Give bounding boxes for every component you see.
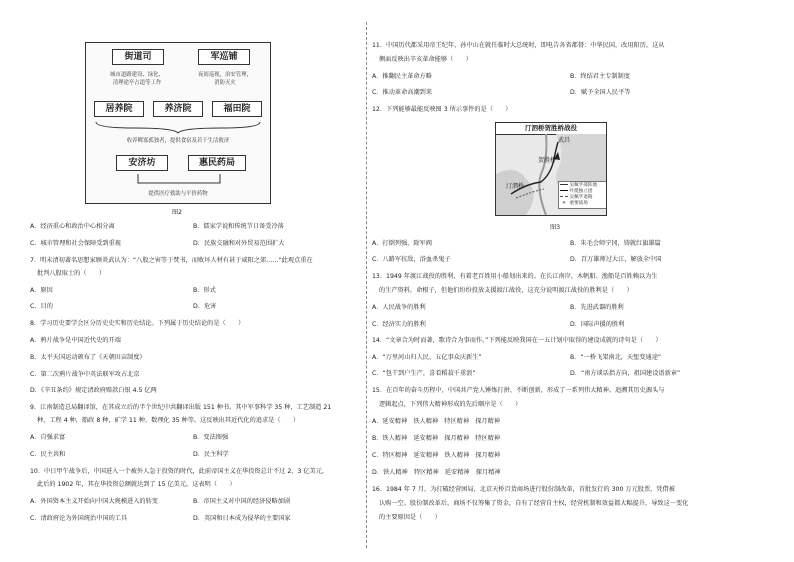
box-yangjiyuan: 养济院 [153, 101, 203, 117]
q7-option-d[interactable]: D．危害 [193, 303, 217, 310]
q7-option-b[interactable]: B．形式 [193, 287, 216, 294]
map-label-wuchang: 武昌 [558, 137, 571, 144]
brace-connector [94, 120, 262, 134]
figure-2-diagram [85, 42, 271, 204]
q12-option-c[interactable]: C．八路军抗敌，浴血杀鬼子 [372, 256, 451, 263]
q13-option-b[interactable]: B．先进武器的胜利 [570, 304, 624, 311]
q15-option-d[interactable]: D．铁人精神 特区精神 延安精神 探月精神 [372, 469, 501, 476]
q7-option-c[interactable]: C．目的 [30, 303, 53, 310]
q6-option-b[interactable]: B．儒家学说和传统节日备受冷落 [193, 223, 284, 230]
q10-option-d[interactable]: D．英国和日本成为侵华的主要国家 [193, 515, 291, 522]
q15-option-c[interactable]: C．特区精神 延安精神 铁人精神 探月精神 [372, 452, 501, 459]
q15-stem-line1: 15．在百年的奋斗历程中，中国共产党人锤炼打拼、不断创新，形成了一系列伟大精神。追溯其历史源头与 [372, 387, 665, 394]
q13-option-d[interactable]: D．国际声援的胜利 [570, 321, 625, 328]
q10-option-c[interactable]: C．清政府沦为外国统治中国的工具 [30, 515, 128, 522]
map-label-tingsiqiao: 汀泗桥 [506, 183, 525, 190]
q7-option-a[interactable]: A．原因 [30, 287, 53, 294]
legend-item-1: 吴佩孚部阵地 [560, 183, 606, 189]
q14-option-a[interactable]: A．“万里河山归人民，五亿事众庆新生” [372, 354, 482, 361]
map-title: 汀泗桥贺胜桥战役 [496, 123, 606, 135]
q15-option-a[interactable]: A．延安精神 铁人精神 特区精神 探月精神 [372, 418, 500, 425]
legend-item-3: 吴佩孚退路 [560, 195, 606, 201]
box-juyangyuan: 居养院 [94, 101, 144, 117]
q8-option-b[interactable]: B．太平天国运动颁布了《天朝田亩制度》 [30, 354, 146, 361]
q6-option-c[interactable]: C．城市管理和社会保障受到重视 [30, 240, 121, 247]
figure-2-caption: 图2 [172, 209, 183, 216]
q8-option-c[interactable]: C．第二次鸦片战争中英法联军攻占北京 [30, 371, 140, 378]
box-jiedaosi: 街道司 [112, 49, 164, 65]
legend-item-2: 叶挺独立团 [560, 189, 606, 195]
q14-stem: 14．“文章合为时而著，歌诗合为事而作。”下列能反映我国在一五计划中取得的建设成就的诗句是（ ） [372, 337, 662, 344]
q8-option-d[interactable]: D．《辛丑条约》规定清政府赔款白银 4.5 亿两 [30, 387, 157, 394]
map-legend [558, 181, 607, 209]
q16-stem-line2: 认购一空。股份制改革后，商场不仅筹集了资金，自有了经营自主权，经营机制和效益都大幅提升，导致这一变化 [379, 500, 689, 507]
q9-stem-line2: 种，工程 4 种，船政 8 种，矿学 11 种，数理化 35 种等。这反映出其近代化的追求是（ ） [37, 417, 300, 424]
q11-stem-line1: 11．中国历代都采用帝王纪年，孙中山在就任临时大总统时，即电告各省都督：中华民国，改用阳历。这从 [372, 42, 665, 49]
q11-stem-line2: 侧面反映出辛亥革命能够（ ） [379, 56, 472, 63]
q11-option-a[interactable]: A．推翻民主革命方略 [372, 73, 432, 80]
note-relief: 收养鳏寡孤独者，提供食宿及若干生活救济 [126, 138, 230, 144]
legend-item-4: ✕ 重要战场 [562, 201, 588, 206]
q9-option-c[interactable]: C．民主共和 [30, 451, 66, 458]
q15-option-b[interactable]: B．铁人精神 延安精神 探月精神 特区精神 [372, 435, 500, 442]
q15-stem-line2: 逻辑起点，下列伟大精神形成的先后顺序是（ ） [379, 401, 522, 408]
box-huiminyaoju: 惠民药局 [188, 155, 246, 171]
figure-3-caption: 图3 [550, 224, 561, 231]
q14-option-d[interactable]: D．“南方谈话指方向，祖国建设谱新章” [570, 370, 681, 377]
column-divider [366, 22, 367, 548]
bottom-connector [136, 173, 222, 187]
q16-stem-line1: 16．1984 年 7 月，为打破经营困局，北京天桥百货商场进行股份制改革，首批发行的 300 万元股票，凭借被 [372, 486, 675, 493]
box-anjifang: 安济坊 [116, 155, 168, 171]
q12-stem: 12．下列能够最能反映图 3 所示事件的是（ ） [372, 106, 512, 113]
q13-option-c[interactable]: C．经济实力的胜利 [372, 321, 426, 328]
q12-option-a[interactable]: A．打倒列强，除军阀 [372, 240, 432, 247]
q11-option-c[interactable]: C．推动革命高潮到来 [372, 89, 433, 96]
q10-stem-line1: 10．中日甲午战争后，中国进入一个被外人急于投资的时代，此前帝国主义在华投资总计不过 2、3 亿美元， [30, 468, 329, 475]
figure-3-battle-map [495, 122, 607, 216]
q8-stem: 8．学习历史要学会区分历史史实和历史结论。下列属于历史结论的是（ ） [30, 320, 245, 327]
q8-option-a[interactable]: A．鸦片战争是中国近代史的开端 [30, 337, 121, 344]
box-junxunpu: 军巡铺 [198, 49, 250, 65]
note-jiedaosi: 城市道路建设、绿化、 清理途亭占道等工作 [110, 72, 164, 86]
q6-option-a[interactable]: A．经济重心和政治中心相分离 [30, 223, 115, 230]
note-medical: 提供医疗救助与平价药物 [148, 191, 208, 197]
q9-option-b[interactable]: B．变法图强 [193, 434, 229, 441]
q14-option-c[interactable]: C．“包干到户生产，喜看稻菽千重浪” [372, 370, 476, 377]
q9-stem-line1: 9．江南制造总局翻译馆，在其成立后的半个世纪中共翻译出版 151 种书，其中军事科学 35 种，工艺制造 21 [30, 404, 332, 411]
q13-option-a[interactable]: A．人民战争的胜利 [372, 304, 426, 311]
q16-stem-line3: 的主要原因是（ ） [379, 514, 441, 521]
q14-option-b[interactable]: B．“一桥飞架南北，天堑变通途” [570, 354, 662, 361]
q12-option-b[interactable]: B．朱毛会师宁冈，铸就红旗雄篇 [570, 240, 661, 247]
q13-stem-line1: 13．1949 年渡江战役的胜利，有着老百姓用小船划出来的。在长江南岸，木帆船、渔船是百姓赖以为生 [372, 273, 658, 280]
box-futianyuan: 福田院 [212, 101, 262, 117]
q11-option-b[interactable]: B．终结君主专制制度 [570, 73, 630, 80]
q12-option-d[interactable]: D．百万雄师过大江，解放全中国 [570, 256, 662, 263]
note-junxunpu: 夜间巡视，治安管理， 消防灭火 [198, 72, 252, 86]
q6-option-d[interactable]: D．民族交融和对外贸易范围扩大 [193, 240, 285, 247]
q11-option-d[interactable]: D．赋予全国人民平等 [570, 89, 631, 96]
q13-stem-line2: 的生产资料，命根子，但他们纷纷投放支援渡江战役，这充分说明渡江战役的胜利是（ ） [379, 287, 633, 294]
map-label-heshengqiao: 贺胜桥 [538, 157, 557, 164]
q7-stem-line2: 批判八股取士的（ ） [37, 270, 106, 277]
q10-option-b[interactable]: B．帝国主义对中国的经济侵略加剧 [193, 498, 291, 505]
q7-stem-line1: 7．明末清初著名思想家顾炎武认为：“八股之害等于焚书，而败坏人材有甚于咸阳之郊……”此观点重在 [30, 257, 313, 264]
q9-option-a[interactable]: A．自强求富 [30, 434, 66, 441]
q9-option-d[interactable]: D．民主科学 [193, 451, 229, 458]
q10-option-a[interactable]: A．外国资本主义开始向中国大规模进入的转变 [30, 498, 158, 505]
q10-stem-line2: 此后的 1902 年，其在华投资总额就达到了 15 亿美元。这表明（ ） [37, 481, 236, 488]
